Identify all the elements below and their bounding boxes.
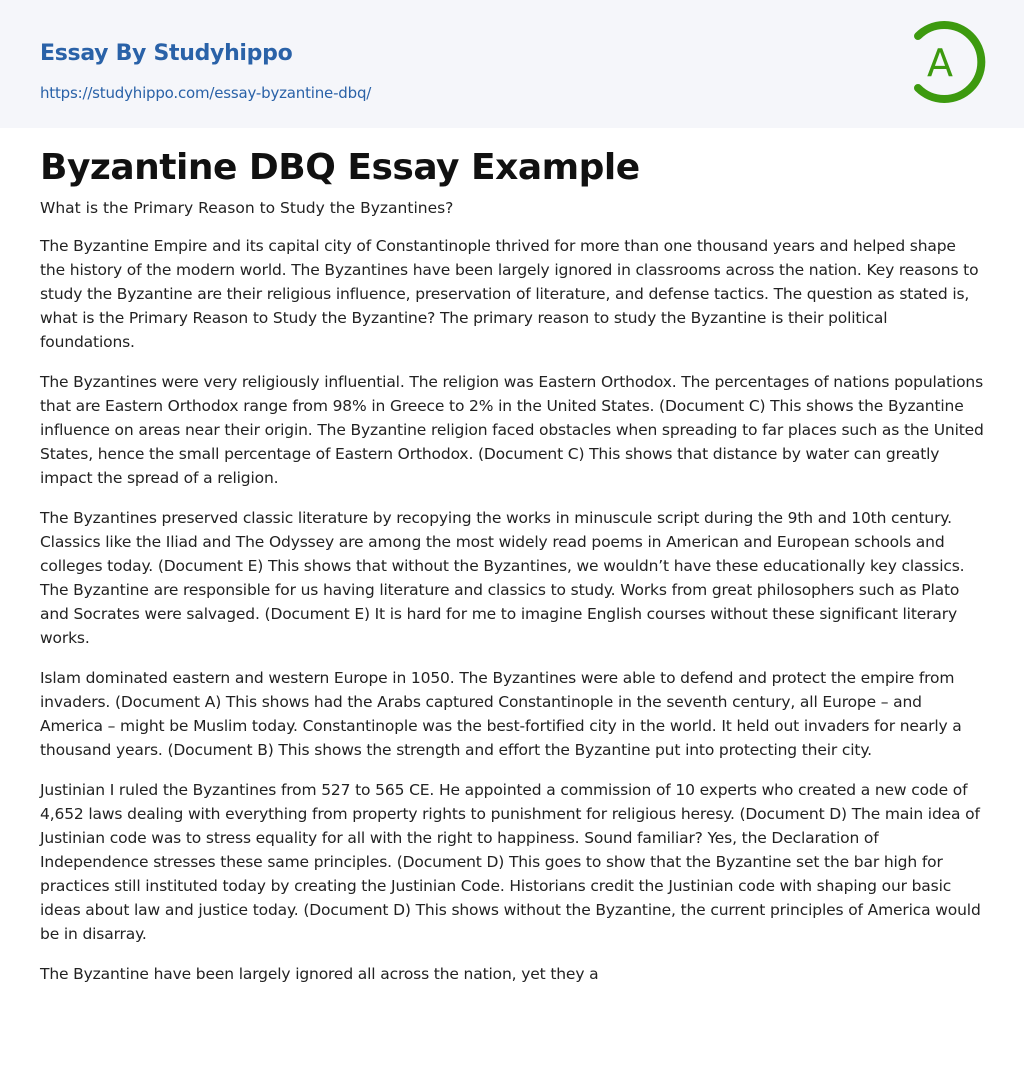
paragraph: Islam dominated eastern and western Europe in 1050. The Byzantines were able to defend and protect the empire from invaders. (Document A) This shows had the Arabs captured Constantinople in the seventh century, all Europe – and America – might be Muslim today. Constantinople was the best-fortified city in the world. It held out invaders for nearly a thousand years. (Document B) This shows the strength and effort the Byzantine put into protecting their city. bbox=[40, 669, 962, 759]
essay-url-link[interactable]: https://studyhippo.com/essay-byzantine-dbq/ bbox=[40, 84, 372, 102]
studyhippo-logo[interactable] bbox=[900, 18, 988, 106]
svg-text:A: A bbox=[927, 41, 953, 85]
paragraph: The Byzantines were very religiously influential. The religion was Eastern Orthodox. The percentages of nations populations that are Eastern Orthodox range from 98% in Greece to 2% in the United States. (Document C) This shows the Byzantine influence on areas near their origin. The Byzantine religion faced obstacles when spreading to far places such as the United States, hence the small percentage of Eastern Orthodox. (Document C) This shows that distance by water can greatly impact the spread of a religion. bbox=[40, 373, 984, 487]
page-title: Byzantine DBQ Essay Example bbox=[40, 147, 640, 188]
essay-question: What is the Primary Reason to Study the Byzantines? bbox=[40, 199, 454, 217]
paragraph: The Byzantines preserved classic literature by recopying the works in minuscule script during the 9th and 10th century. Classics like the Iliad and The Odyssey are among the most widely read poems in American and European schools and colleges today. (Document E) This shows that without the Byzantines, we wouldn’t have these educationally key classics. The Byzantine are responsible for us having literature and classics to study. Works from great philosophers such as Plato and Socrates were salvaged. (Document E) It is hard for me to imagine English courses without these significant literary works. bbox=[40, 509, 965, 647]
logo-arc-icon bbox=[900, 18, 988, 106]
site-header bbox=[0, 0, 1024, 128]
paragraph: Justinian I ruled the Byzantines from 527 to 565 CE. He appointed a commission of 10 experts who created a new code of 4,652 laws dealing with everything from property rights to punishment for religious heresy. (Document D) The main idea of Justinian code was to stress equality for all with the right to happiness. Sound familiar? Yes, the Declaration of Independence stresses these same principles. (Document D) This goes to show that the Byzantine set the bar high for practices still instituted today by creating the Justinian Code. Historians credit the Justinian code with shaping our basic ideas about law and justice today. (Document D) This shows without the Byzantine, the current principles of America would be in disarray. bbox=[40, 781, 981, 943]
paragraph-truncated: The Byzantine have been largely ignored all across the nation, yet they a bbox=[40, 965, 599, 983]
brand-title: Essay By Studyhippo bbox=[40, 41, 293, 66]
paragraph: The Byzantine Empire and its capital city of Constantinople thrived for more than one thousand years and helped shape the history of the modern world. The Byzantines have been largely ignored in classrooms across the nation. Key reasons to study the Byzantine are their religious influence, preservation of literature, and defense tactics. The question as stated is, what is the Primary Reason to Study the Byzantine? The primary reason to study the Byzantine is their political foundations. bbox=[40, 237, 979, 351]
